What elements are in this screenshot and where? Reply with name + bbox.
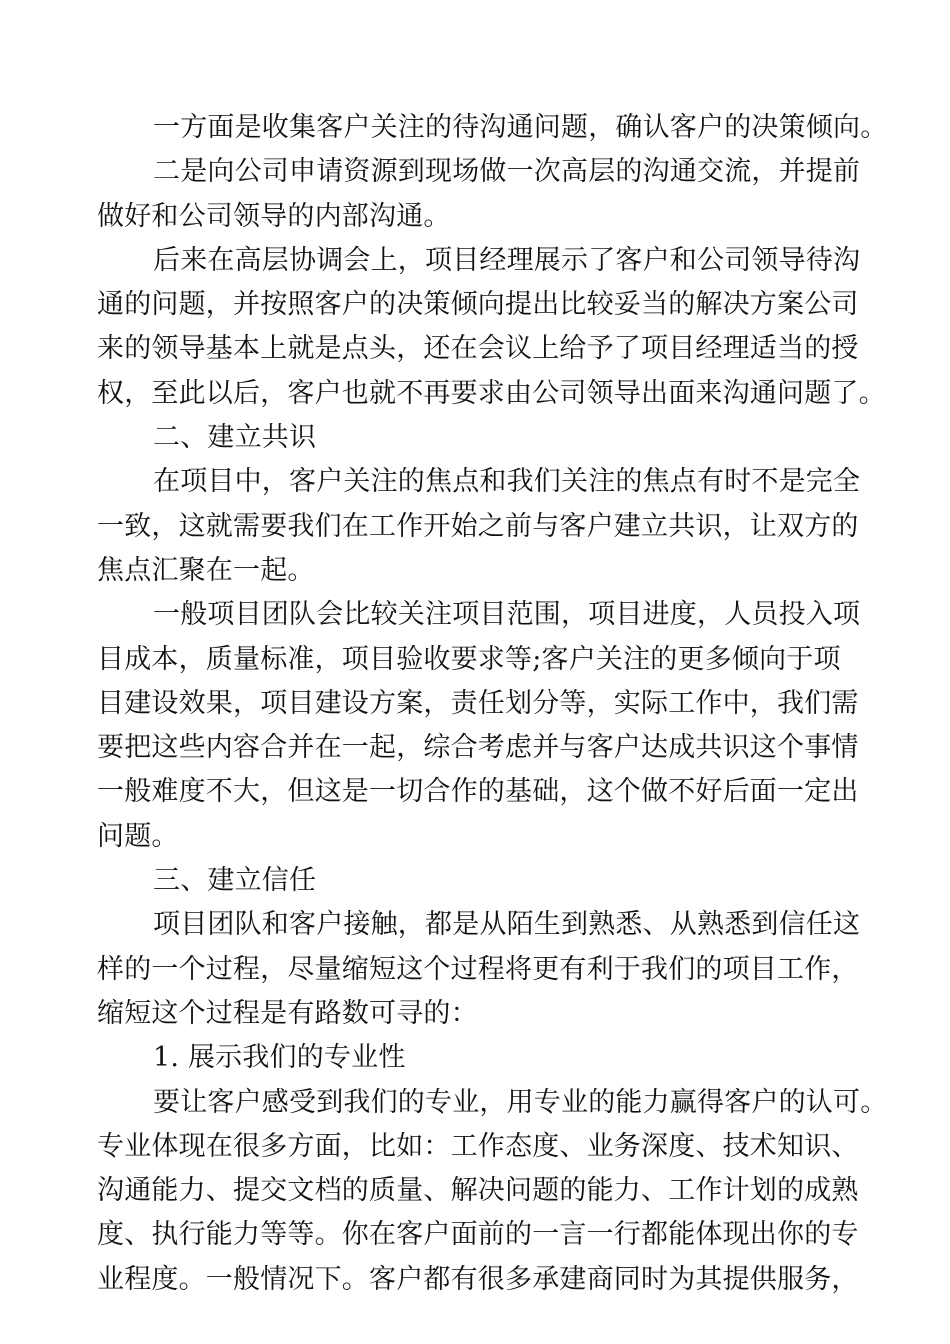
text-line: 一般项目团队会比较关注项目范围，项目进度，人员投入项 [153, 599, 861, 631]
text-line: 通的问题，并按照客户的决策倾向提出比较妥当的解决方案公司 [97, 289, 859, 321]
text-line: 后来在高层协调会上，项目经理展示了客户和公司领导待沟 [153, 244, 861, 276]
text-line: 要把这些内容合并在一起，综合考虑并与客户达成共识这个事情 [97, 732, 859, 764]
text-line: 问题。 [97, 820, 179, 852]
text-line: 目建设效果，项目建设方案，责任划分等，实际工作中，我们需 [97, 687, 859, 719]
text-line: 三、建立信任 [153, 865, 317, 897]
document-body [97, 106, 888, 1302]
text-line: 在项目中，客户关注的焦点和我们关注的焦点有时不是完全 [153, 466, 861, 498]
text-line: 缩短这个过程是有路数可寻的： [97, 997, 478, 1029]
text-line: 业程度。一般情况下。客户都有很多承建商同时为其提供服务， [97, 1263, 859, 1295]
text-line: 项目团队和客户接触，都是从陌生到熟悉、从熟悉到信任这 [153, 909, 861, 941]
text-line: 一致，这就需要我们在工作开始之前与客户建立共识，让双方的 [97, 510, 859, 542]
text-line: 目成本，质量标准，项目验收要求等;客户关注的更多倾向于项 [97, 643, 841, 675]
text-line: 度、执行能力等等。你在客户面前的一言一行都能体现出你的专 [97, 1219, 859, 1251]
text-line: 焦点汇聚在一起。 [97, 554, 315, 586]
text-line: 沟通能力、提交文档的质量、解决问题的能力、工作计划的成熟 [97, 1175, 859, 1207]
text-line: 1. 展示我们的专业性 [153, 1042, 406, 1074]
text-line: 专业体现在很多方面，比如：工作态度、业务深度、技术知识、 [97, 1130, 859, 1162]
text-line: 一方面是收集客户关注的待沟通问题，确认客户的决策倾向。 [153, 112, 888, 143]
text-line: 做好和公司领导的内部沟通。 [97, 200, 451, 232]
text-line: 一般难度不大，但这是一切合作的基础，这个做不好后面一定出 [97, 776, 859, 808]
text-line: 二、建立共识 [153, 422, 317, 454]
text-line: 权，至此以后，客户也就不再要求由公司领导出面来沟通问题了。 [97, 377, 886, 409]
text-line: 要让客户感受到我们的专业，用专业的能力赢得客户的认可。 [153, 1086, 888, 1118]
text-line: 样的一个过程，尽量缩短这个过程将更有利于我们的项目工作， [97, 953, 859, 985]
text-line: 来的领导基本上就是点头，还在会议上给予了项目经理适当的授 [97, 333, 859, 365]
text-line: 二是向公司申请资源到现场做一次高层的沟通交流，并提前 [153, 156, 861, 188]
